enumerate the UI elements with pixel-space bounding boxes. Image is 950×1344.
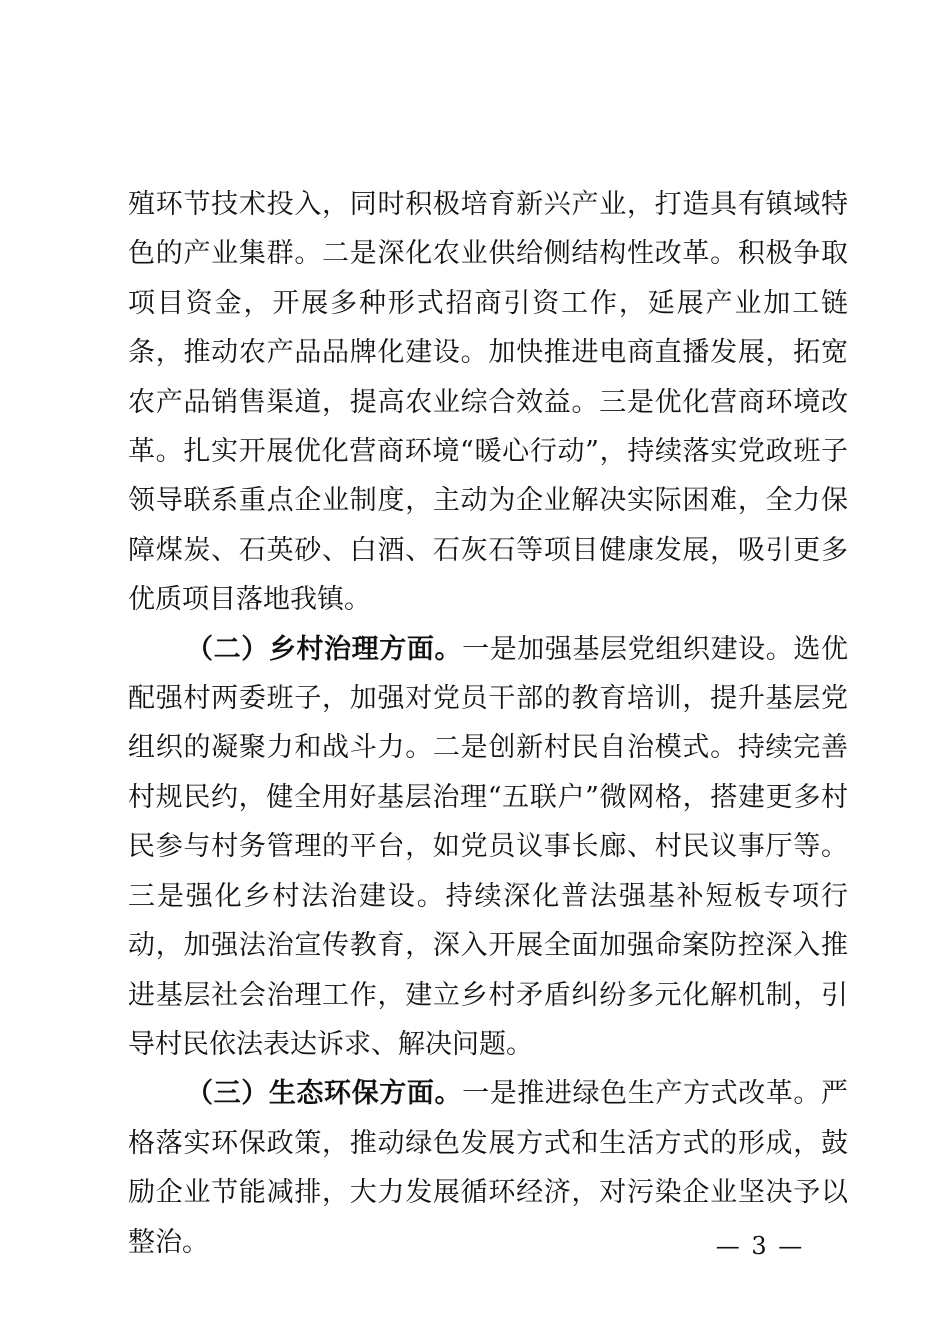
page-number: — 3 — xyxy=(715,1232,805,1260)
paragraph-text: 殖环节技术投入，同时积极培育新兴产业，打造具有镇域特色的产业集群。二是深化农业供给侧结构性改革。积极争取项目资金，开展多种形式招商引资工作，延展产业加工链条，推动农产品品牌化建设。加快推进电商直播发展，拓宽农产品销售渠道，提高农业综合效益。三是优化营商环境改革。扎实开展优化营商环境“暖心行动”，持续落实党政班子领导联系重点企业制度，主动为企业解决实际困难，全力保障煤炭、石英砂、白酒、石灰石等项目健康发展，吸引更多优质项目落地我镇。 xyxy=(128,189,848,616)
paragraph-industry-continued xyxy=(128,180,848,625)
paragraph-text: 一是推进绿色生产方式改革。严格落实环保政策，推动绿色发展方式和生活方式的形成，鼓励企业节能减排，大力发展循环经济，对污染企业坚决予以整治。 xyxy=(128,1078,849,1258)
section-heading-ecology: （三）生态环保方面。 xyxy=(186,1078,463,1110)
paragraph-text: 一是加强基层党组织建设。选优配强村两委班子，加强对党员干部的教育培训，提升基层党组织的凝聚力和战斗力。二是创新村民自治模式。持续完善村规民约，健全用好基层治理“五联户”微网格，搭建更多村民参与村务管理的平台，如党员议事长廊、村民议事厅等。三是强化乡村法治建设。持续深化普法强基补短板专项行动，加强法治宣传教育，深入开展全面加强命案防控深入推进基层社会治理工作，建立乡村矛盾纠纷多元化解机制，引导村民依法表达诉求、解决问题。 xyxy=(128,633,849,1060)
paragraph-rural-governance xyxy=(128,625,848,1070)
section-heading-rural-governance: （二）乡村治理方面。 xyxy=(186,633,463,665)
body-text xyxy=(128,180,848,1267)
